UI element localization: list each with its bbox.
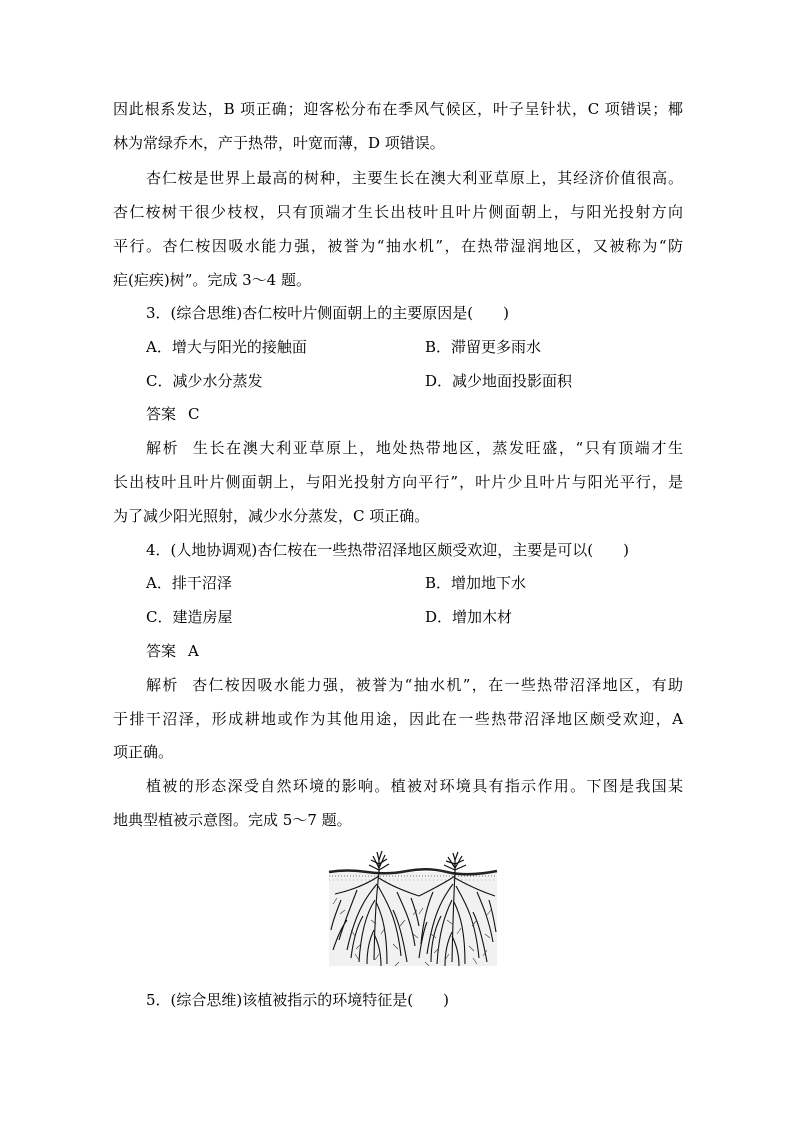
paragraph-line: 因此根系发达，B 项正确；迎客松分布在季风气候区，叶子呈针状，C 项错误；椰 — [113, 100, 683, 118]
answer-value: C — [188, 405, 200, 423]
question-5-stem: 5．(综合思维)该植被指示的环境特征是( ) — [146, 991, 449, 1009]
q3-analysis-line: 长出枝叶且叶片侧面朝上，与阳光投射方向平行”，叶片少且叶片与阳光平行，是 — [113, 473, 683, 491]
question-3-stem: 3．(综合思维)杏仁桉叶片侧面朝上的主要原因是( ) — [146, 304, 509, 322]
answer-label: 答案 — [146, 405, 177, 423]
q3-option-b: B．滞留更多雨水 — [425, 338, 542, 356]
q3-analysis-line — [146, 437, 683, 459]
passage-line: 地典型植被示意图。完成 5～7 题。 — [113, 811, 352, 829]
paragraph-line: 林为常绿乔木，产于热带，叶宽而薄，D 项错误。 — [113, 134, 445, 152]
q4-option-c: C．建造房屋 — [146, 608, 233, 626]
vegetation-root-illustration — [327, 850, 499, 968]
q4-analysis-line — [146, 674, 683, 696]
analysis-label: 解析 — [146, 676, 179, 694]
passage-line: 植被的形态深受自然环境的影响。植被对环境具有指示作用。下图是我国某 — [146, 777, 683, 795]
q3-option-d: D．减少地面投影面积 — [425, 372, 573, 390]
q4-analysis-line: 项正确。 — [113, 743, 174, 761]
q3-option-c: C．减少水分蒸发 — [146, 372, 263, 390]
q4-option-b: B．增加地下水 — [425, 574, 527, 592]
answer-label: 答案 — [146, 642, 177, 660]
q4-answer — [146, 640, 199, 662]
q3-answer — [146, 403, 200, 425]
q3-analysis-line: 为了减少阳光照射，减少水分蒸发，C 项正确。 — [113, 507, 430, 525]
passage-line: 杏仁桉树干很少枝杈，只有顶端才生长出枝叶且叶片侧面朝上，与阳光投射方向 — [113, 203, 683, 221]
q4-option-a: A．排干沼泽 — [146, 574, 232, 592]
passage-line: 杏仁桉是世界上最高的树种，主要生长在澳大利亚草原上，其经济价值很高。 — [146, 169, 683, 187]
q3-option-a: A．增大与阳光的接触面 — [146, 338, 307, 356]
analysis-label: 解析 — [146, 439, 180, 457]
q4-analysis-line: 于排干沼泽，形成耕地或作为其他用途，因此在一些热带沼泽地区颇受欢迎，A — [113, 710, 683, 728]
passage-line: 平行。杏仁桉因吸水能力强，被誉为“抽水机”，在热带湿润地区，又被称为“防 — [113, 237, 683, 255]
analysis-text: 生长在澳大利亚草原上，地处热带地区，蒸发旺盛，“只有顶端才生 — [191, 439, 683, 457]
answer-value: A — [188, 642, 199, 660]
q4-option-d: D．增加木材 — [425, 608, 513, 626]
analysis-text: 杏仁桉因吸水能力强，被誉为“抽水机”，在一些热带沼泽地区，有助 — [190, 676, 683, 694]
passage-line: 疟(疟疾)树”。完成 3～4 题。 — [113, 271, 311, 289]
question-4-stem: 4．(人地协调观)杏仁桉在一些热带沼泽地区颇受欢迎，主要是可以( ) — [146, 541, 629, 559]
